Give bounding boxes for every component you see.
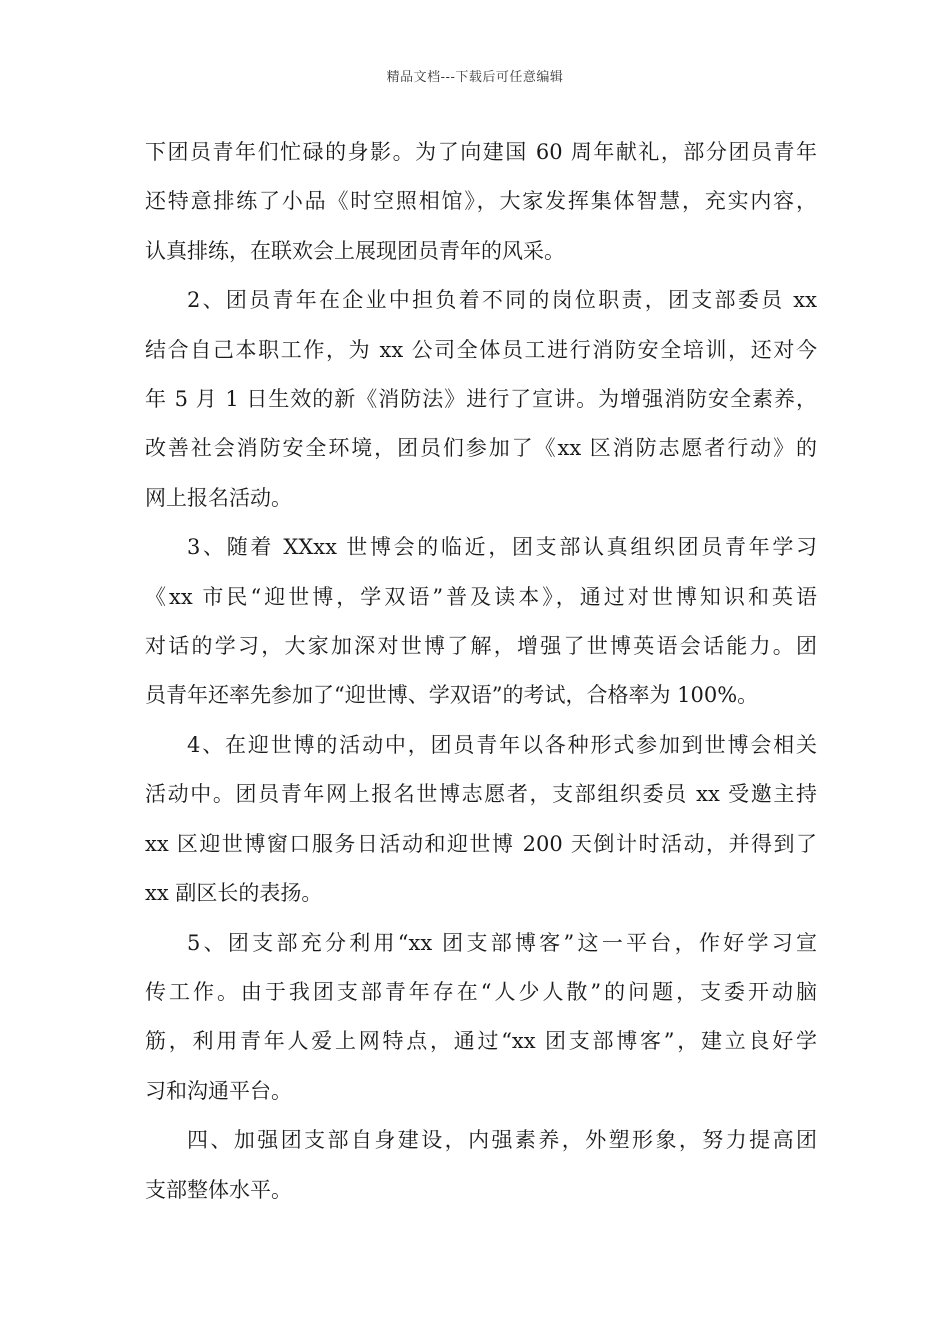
text-line: 还特意排练了小品《时空照相馆》，大家发挥集体智慧，充实内容， (145, 189, 817, 214)
text-line: 员青年还率先参加了“迎世博、学双语”的考试，合格率为 100%。 (145, 683, 759, 708)
document-body (145, 128, 817, 1215)
text-line: xx 区迎世博窗口服务日活动和迎世博 200 天倒计时活动，并得到了 (145, 831, 817, 856)
text-line: 5、团支部充分利用“xx 团支部博客”这一平台，作好学习宣 (187, 930, 817, 955)
text-line: 习和沟通平台。 (145, 1078, 292, 1103)
page-header: 精品文档---下载后可任意编辑 (386, 70, 564, 85)
text-line: 网上报名活动。 (145, 485, 292, 510)
text-line: 结合自己本职工作，为 xx 公司全体员工进行消防安全培训，还对今 (145, 337, 817, 362)
text-line: xx 副区长的表扬。 (145, 881, 323, 906)
text-line: 四、加强团支部自身建设，内强素养，外塑形象，努力提高团 (187, 1128, 817, 1153)
text-line: 改善社会消防安全环境，团员们参加了《xx 区消防志愿者行动》的 (145, 436, 817, 461)
text-line: 3、随着 XXxx 世博会的临近，团支部认真组织团员青年学习 (187, 535, 817, 560)
text-line: 2、团员青年在企业中担负着不同的岗位职责，团支部委员 xx (187, 288, 817, 313)
text-line: 下团员青年们忙碌的身影。为了向建国 60 周年献礼，部分团员青年 (145, 140, 817, 164)
text-line: 支部整体水平。 (145, 1177, 292, 1202)
text-line: 对话的学习，大家加深对世博了解，增强了世博英语会话能力。团 (145, 634, 817, 659)
paragraph-item-3 (145, 523, 817, 721)
text-line: 活动中。团员青年网上报名世博志愿者，支部组织委员 xx 受邀主持 (145, 782, 817, 807)
paragraph-item-2 (145, 276, 817, 523)
text-line: 认真排练，在联欢会上展现团员青年的风采。 (145, 238, 565, 263)
paragraph-item-5 (145, 919, 817, 1117)
text-line: 筋，利用青年人爱上网特点，通过“xx 团支部博客”，建立良好学 (145, 1029, 817, 1054)
text-line: 《xx 市民“迎世博，学双语”普及读本》，通过对世博知识和英语 (145, 584, 817, 609)
text-line: 传工作。由于我团支部青年存在“人少人散”的问题，支委开动脑 (145, 979, 817, 1004)
text-line: 4、在迎世博的活动中，团员青年以各种形式参加到世博会相关 (187, 732, 817, 757)
paragraph-item-4 (145, 721, 817, 919)
text-line: 年 5 月 1 日生效的新《消防法》进行了宣讲。为增强消防安全素养， (145, 387, 817, 412)
paragraph-continuation (145, 128, 817, 276)
section-heading-4 (145, 1116, 817, 1215)
